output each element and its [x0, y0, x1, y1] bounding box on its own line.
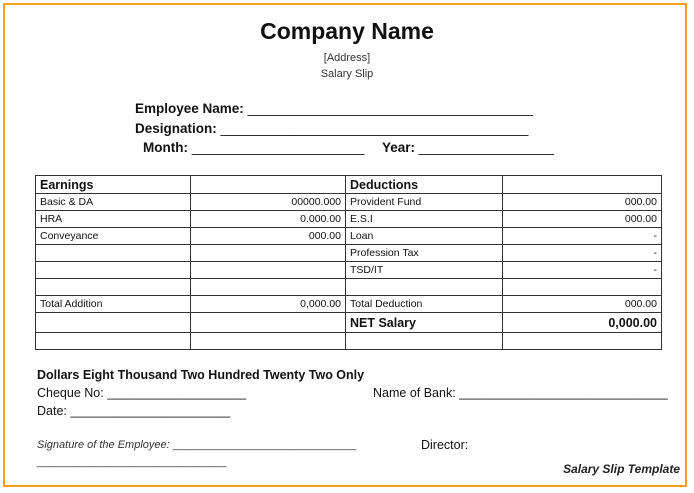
totals-row: [36, 296, 662, 313]
table-row: [36, 279, 662, 296]
designation-label: Designation:: [135, 121, 217, 136]
bank-label: Name of Bank:: [373, 386, 456, 400]
month-label: Month:: [143, 140, 188, 155]
table-header-row: [36, 176, 662, 194]
deductions-header: Deductions: [346, 176, 503, 194]
earning-amount: 000.00: [191, 228, 346, 245]
amount-in-words: Dollars Eight Thousand Two Hundred Twenty Two Only: [37, 368, 365, 382]
date-label: Date:: [37, 404, 67, 418]
template-caption: Salary Slip Template: [563, 462, 680, 476]
deduction-amount: 000.00: [503, 194, 662, 211]
document-title: Salary Slip: [320, 68, 374, 80]
total-deduction-label: Total Deduction: [346, 296, 503, 313]
earning-amount: [191, 262, 346, 279]
net-salary-row: [36, 313, 662, 333]
table-row: [36, 211, 662, 228]
table-row: [36, 228, 662, 245]
director-label: Director:: [421, 438, 469, 452]
earning-name: [36, 245, 191, 262]
signature-label: Signature of the Employee:: [37, 439, 170, 451]
salary-table: [35, 175, 662, 350]
cheque-line[interactable]: ____________________: [107, 386, 247, 400]
month-line[interactable]: _______________________: [191, 140, 365, 155]
deduction-name: [346, 279, 503, 296]
deduction-amount: 000.00: [503, 211, 662, 228]
total-addition-amount: 0,000.00: [191, 296, 346, 313]
signature-line[interactable]: ______________________________: [172, 439, 357, 451]
table-row: [36, 245, 662, 262]
signature-line-continued: _______________________________: [37, 456, 227, 468]
blank-row: [36, 333, 662, 350]
deduction-name: Loan: [346, 228, 503, 245]
employee-name-label: Employee Name:: [135, 101, 244, 116]
employee-name-line[interactable]: ______________________________________: [247, 101, 533, 116]
earning-name: [36, 262, 191, 279]
cheque-label: Cheque No:: [37, 386, 104, 400]
designation-field: [135, 121, 528, 136]
earning-amount: 00000.000: [191, 194, 346, 211]
deduction-name: Provident Fund: [346, 194, 503, 211]
earning-amount: [191, 245, 346, 262]
employee-name-field: [135, 101, 533, 116]
year-line[interactable]: __________________: [418, 140, 554, 155]
date-field: [37, 404, 230, 418]
earning-name: HRA: [36, 211, 191, 228]
deduction-amount: -: [503, 262, 662, 279]
total-addition-label: Total Addition: [36, 296, 191, 313]
date-line[interactable]: _______________________: [70, 404, 231, 418]
year-label: Year:: [382, 140, 416, 155]
bank-field: [373, 386, 668, 400]
company-name: Company Name: [260, 18, 434, 44]
earnings-header: Earnings: [36, 176, 191, 194]
earning-name: Conveyance: [36, 228, 191, 245]
table-row: [36, 194, 662, 211]
earning-name: Basic & DA: [36, 194, 191, 211]
total-deduction-amount: 000.00: [503, 296, 662, 313]
cheque-field: [37, 386, 246, 400]
bank-line[interactable]: ______________________________: [459, 386, 668, 400]
deduction-amount: [503, 279, 662, 296]
deduction-name: E.S.I: [346, 211, 503, 228]
signature-field: [37, 439, 356, 451]
net-salary-amount: 0,000.00: [503, 313, 662, 333]
year-field: [382, 140, 554, 155]
company-address: [Address]: [323, 52, 371, 64]
net-salary-label: NET Salary: [346, 313, 503, 333]
deduction-amount: -: [503, 228, 662, 245]
month-field: [143, 140, 364, 155]
deduction-name: Profession Tax: [346, 245, 503, 262]
designation-line[interactable]: _________________________________________: [220, 121, 529, 136]
earning-name: [36, 279, 191, 296]
deduction-amount: -: [503, 245, 662, 262]
table-row: [36, 262, 662, 279]
earning-amount: [191, 279, 346, 296]
deduction-name: TSD/IT: [346, 262, 503, 279]
earning-amount: 0.000.00: [191, 211, 346, 228]
